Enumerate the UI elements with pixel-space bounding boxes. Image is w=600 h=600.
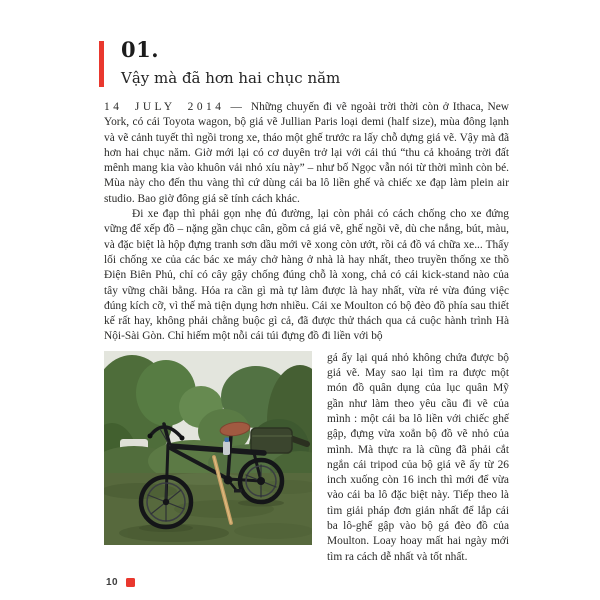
water-bottle — [223, 441, 230, 455]
rear-bag — [251, 428, 292, 453]
paragraph-1 — [104, 100, 509, 207]
chapter-accent-bar — [99, 41, 104, 87]
paragraph-2: Đi xe đạp thì phải gọn nhẹ đủ đường, lại còn phải có cách chống cho xe đứng vững để xếp đồ – nặng gần chục cân, gồm cả giá vẽ, ghế ngồi vẽ, dù che nắng, bút, màu, và đặc biệt là hộp đựng tranh sơn dầu mới vẽ xong còn ướt, rồi cả đồ vá chữa xe... Thấy lối chống xe của các bác xe máy chở hàng ở nhà là hay nhất, theo truyền thống xe thồ Điện Biên Phủ, chỉ có cây gậy chống đúng chỗ là xong, chả có cái kick-stand nào của tây vững chãi bằng. Hóa ra cần gì mà tự làm được là hay nhất, vừa rẻ vừa đúng việc đúng kích cỡ, vì thế mà tiện dụng hơn nhiều. Cái xe Moulton có bộ đèo đồ phía sau thiết kế rất hay, không phải chằng buộc gì cả, đã được thử thách qua cả cuộc hành trình Hà Nội-Sài Gòn. Chỉ hiếm một nỗi cái túi đựng đồ đi liền với bộ — [104, 208, 509, 343]
chapter-number: 01. — [121, 37, 160, 62]
date-line: 14 JULY 2014 — [104, 101, 225, 113]
pedal — [234, 489, 242, 493]
em-dash: — — [230, 101, 242, 113]
paragraph-2-continued: gá ấy lại quá nhỏ không chứa được bộ giá vẽ. May sao lại tìm ra được một món đồ quân dụng của lục quân Mỹ gần như làm theo yêu cầu đi vẽ của mình : một cái ba lô liền với chiếc ghế gập, đựng vừa xoẳn bộ đồ vẽ nhỏ của mình. Mà thực ra là cũng đã phải cắt ngắn cái tripod của bộ giá vẽ ấy từ 26 inch xuống còn 16 inch thì mới để vừa vào cái ba lô đặc biệt này. Tiếp theo là tìm giải pháp đơn giản nhất để lắp cái ba lô-ghế gập vào bộ gá đèo đồ của Moulton. Loay hoay mất hai ngày mới tìm ra cách dễ nhất và tốt nhất. — [327, 351, 509, 563]
photo-text-row — [104, 351, 509, 565]
chapter-title: Vậy mà đã hơn hai chục năm — [121, 69, 341, 87]
bicycle-photo-illustration — [104, 351, 312, 545]
page-number: 10 — [106, 577, 119, 588]
paragraph-1-text: Những chuyến đi vẽ ngoài trời thời còn ở Ithaca, New York, có cái Toyota wagon, bộ giá vẽ Jullian Paris loại demi (half size), mùa đông lạnh và vẽ cảnh tuyết thì ngồi trong xe, tháo một ghế trước ra lấy chỗ dựng giá vẽ. Vậy mà đã hơn hai chục năm. Giờ mới lại có cơ duyên trở lại với cái thú “thu cả khoảng trời đất mênh mang kia vào khuôn vải nhỏ xíu này” – như bố Ngọc vẫn nói từ thời mình còn bé. Mùa này cho đến thu vàng thì cứ dùng cái ba lô liền ghế và chiếc xe đạp làm plein air studio. Bao giờ đông giá sẽ tính cách khác. — [104, 101, 509, 205]
page-number-marker — [126, 578, 135, 587]
bicycle-photo — [104, 351, 312, 545]
body-text — [104, 100, 509, 565]
